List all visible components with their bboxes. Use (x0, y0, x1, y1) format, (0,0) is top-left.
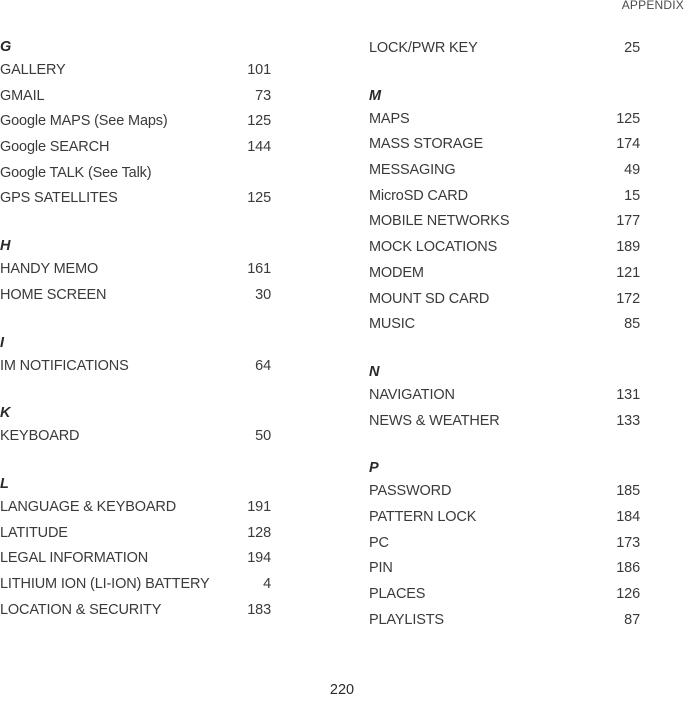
index-entry (0, 354, 271, 380)
index-entry (369, 312, 640, 338)
index-page-ref: 194 (247, 550, 271, 567)
index-page-ref: 183 (247, 601, 271, 618)
index-entry (0, 521, 271, 547)
index-term: IM NOTIFICATIONS (0, 357, 129, 374)
index-entry (0, 424, 271, 450)
index-entry (369, 582, 640, 608)
index-page-ref: 121 (616, 264, 640, 281)
index-page-ref: 25 (624, 40, 640, 56)
index-term: HANDY MEMO (0, 261, 99, 278)
group-spacer (0, 379, 271, 402)
index-page-ref: 144 (247, 139, 271, 156)
index-term: HOME SCREEN (0, 286, 107, 303)
index-page-ref: 177 (616, 213, 640, 230)
index-term: MOUNT SD CARD (369, 290, 490, 307)
group-spacer (369, 434, 640, 457)
index-letter-heading: M (369, 87, 382, 104)
index-term: LEGAL INFORMATION (0, 550, 149, 567)
index-letter-heading: L (0, 475, 9, 492)
index-term: GALLERY (0, 62, 66, 78)
index-term: PLACES (369, 586, 426, 602)
index-term: MOCK LOCATIONS (369, 239, 498, 256)
index-entry (0, 546, 271, 572)
index-term: MUSIC (369, 316, 415, 333)
index-entry (0, 58, 271, 84)
index-entry (369, 209, 640, 235)
index-term: LANGUAGE & KEYBOARD (0, 498, 177, 515)
index-entry (369, 287, 640, 313)
index-term: Google SEARCH (0, 139, 110, 156)
index-term: MODEM (369, 264, 424, 281)
index-page-ref: 126 (616, 586, 640, 602)
index-term: LOCATION & SECURITY (0, 601, 162, 618)
index-entry (369, 158, 640, 184)
index-page-ref: 186 (616, 560, 640, 577)
index-entry (369, 608, 640, 634)
index-page-ref: 49 (624, 162, 640, 179)
index-page-ref: 125 (247, 190, 271, 207)
index-entry (369, 107, 640, 133)
index-term: MOBILE NETWORKS (369, 213, 510, 230)
index-term: GPS SATELLITES (0, 190, 118, 207)
index-page-ref: 125 (247, 113, 271, 130)
index-entry (369, 36, 640, 62)
index-term: PLAYLISTS (369, 611, 444, 628)
index-entry (0, 84, 271, 110)
index-page-ref: 15 (624, 187, 640, 204)
index-letter-heading: N (369, 363, 380, 380)
index-term: NEWS & WEATHER (369, 412, 500, 429)
index-column-right (369, 36, 640, 633)
index-entry (0, 495, 271, 521)
index-term: PIN (369, 560, 393, 577)
index-entry (369, 479, 640, 505)
index-term: PASSWORD (369, 483, 452, 500)
index-letter-heading: K (0, 405, 11, 422)
index-entry (0, 161, 271, 187)
index-entry (369, 383, 640, 409)
index-page-ref: 125 (616, 110, 640, 127)
section-header: APPENDIX (621, 0, 684, 12)
index-page-ref: 184 (616, 508, 640, 525)
index-entry (369, 184, 640, 210)
index-page-ref: 189 (616, 239, 640, 256)
index-letter-heading: H (0, 238, 11, 255)
index-page-ref: 101 (247, 62, 271, 78)
index-page-ref: 191 (247, 498, 271, 515)
index-entry (0, 109, 271, 135)
index-entry (369, 531, 640, 557)
index-column-left (0, 36, 271, 623)
group-spacer (369, 338, 640, 361)
index-letter-heading: I (0, 334, 5, 351)
index-entry (0, 572, 271, 598)
index-term: MASS STORAGE (369, 136, 483, 153)
index-term: MicroSD CARD (369, 187, 468, 204)
group-spacer (0, 309, 271, 332)
index-term: Google MAPS (See Maps) (0, 113, 168, 130)
index-term: KEYBOARD (0, 428, 80, 445)
index-term: PC (369, 534, 389, 551)
index-entry (0, 283, 271, 309)
index-term: MESSAGING (369, 162, 456, 179)
index-term: Google TALK (See Talk) (0, 164, 152, 181)
index-term: LATITUDE (0, 524, 68, 541)
index-term: PATTERN LOCK (369, 508, 477, 525)
index-page-ref: 128 (247, 524, 271, 541)
index-page-ref: 133 (616, 412, 640, 429)
group-spacer (369, 62, 640, 85)
index-page-ref: 87 (624, 611, 640, 628)
index-page-ref: 174 (616, 136, 640, 153)
index-entry (0, 598, 271, 624)
index-term: LOCK/PWR KEY (369, 40, 478, 56)
index-letter-heading: P (369, 460, 379, 477)
group-spacer (0, 450, 271, 473)
index-entry (369, 235, 640, 261)
index-page-ref: 4 (263, 575, 271, 592)
index-term: MAPS (369, 110, 410, 127)
index-page-ref: 161 (247, 261, 271, 278)
index-entry (369, 505, 640, 531)
group-spacer (0, 212, 271, 235)
index-page-ref: 173 (616, 534, 640, 551)
index-entry (369, 261, 640, 287)
index-entry (0, 257, 271, 283)
index-letter-heading: G (0, 39, 12, 55)
index-term: LITHIUM ION (LI-ION) BATTERY (0, 575, 210, 592)
index-entry (0, 135, 271, 161)
index-page-ref: 185 (616, 483, 640, 500)
index-entry (369, 556, 640, 582)
index-page-ref: 85 (624, 316, 640, 333)
index-entry (0, 186, 271, 212)
page-number: 220 (329, 682, 355, 698)
index-term: GMAIL (0, 87, 45, 104)
index-entry (369, 409, 640, 435)
index-term: NAVIGATION (369, 386, 455, 403)
index-entry (369, 132, 640, 158)
index-page-ref: 131 (616, 386, 640, 403)
index-page-ref: 30 (255, 286, 271, 303)
index-page-ref: 50 (255, 428, 271, 445)
index-page-ref: 64 (255, 357, 271, 374)
index-page-ref: 172 (616, 290, 640, 307)
index-page-ref: 73 (255, 87, 271, 104)
